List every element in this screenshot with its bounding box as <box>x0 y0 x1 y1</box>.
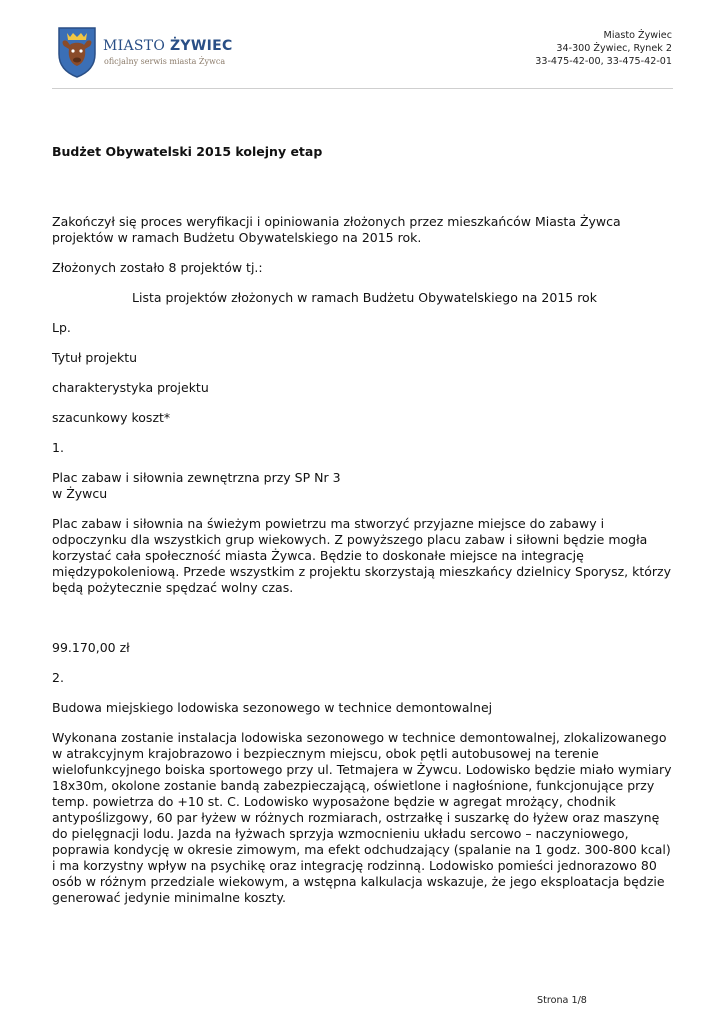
city-logo[interactable] <box>57 26 233 82</box>
logo-city-bold-text: ŻYWIEC <box>169 38 233 54</box>
page-number: Strona 1/8 <box>537 995 587 1006</box>
count-paragraph: Złożonych zostało 8 projektów tj.: <box>52 260 263 275</box>
project-number: 2. <box>52 670 64 685</box>
logo-city-text: MIASTO <box>103 38 166 54</box>
project-number: 1. <box>52 440 64 455</box>
project-description: Plac zabaw i siłownia na świeżym powietrzu ma stworzyć przyjazne miejsce do zabawy i odpoczynku dla wszystkich grup wiekowych. Z powyższego placu zabaw i siłowni będzie mogła korzystać cała społeczność miasta Żywca. Będzie to doskonałe miejsce na integrację międzypokoleniową. Przede wszystkim z projektu skorzystają mieszkańcy dzielnicy Sporysz, którzy będą pożytecznie spędzać wolny czas. <box>52 516 671 595</box>
column-header-cost: szacunkowy koszt* <box>52 410 171 425</box>
project-title: Budowa miejskiego lodowiska sezonowego w technice demontowalnej <box>52 700 493 715</box>
list-heading: Lista projektów złożonych w ramach Budżetu Obywatelskiego na 2015 rok <box>132 290 597 305</box>
column-header-title: Tytuł projektu <box>52 350 138 365</box>
coat-of-arms-icon <box>57 26 97 78</box>
column-header-description: charakterystyka projektu <box>52 380 209 395</box>
project-title-line: w Żywcu <box>52 486 108 501</box>
header-divider <box>52 88 673 89</box>
address-line: Miasto Żywiec <box>603 30 672 41</box>
logo-wordmark <box>103 38 233 54</box>
address-line: 34-300 Żywiec, Rynek 2 <box>556 43 672 54</box>
project-title-line: Plac zabaw i siłownia zewnętrzna przy SP Nr 3 <box>52 470 341 485</box>
address-block <box>535 29 672 68</box>
project-cost: 99.170,00 zł <box>52 640 130 655</box>
project-description: Wykonana zostanie instalacja lodowiska sezonowego w technice demontowalnej, zlokalizowanego w atrakcyjnym krajobrazowo i bezpiecznym miejscu, obok pętli autobusowej na terenie wielofunkcyjnego boiska sportowego przy ul. Tetmajera w Żywcu. Lodowisko będzie miało wymiary 18x30m, okolone zostanie bandą zabezpieczającą, oświetlone i nagłośnione, funkcjonujące przy temp. powietrza do +10 st. C. Lodowisko wyposażone będzie w agregat mrożący, chodnik antypoślizgowy, 60 par łyżew w różnych rozmiarach, ostrzałkę i suszarkę do łyżew oraz maszynę do pielęgnacji lodu. Jazda na łyżwach sprzyja wzmocnieniu układu sercowo – naczyniowego, poprawia kondycję w okresie zimowym, ma efekt odchudzający (spalanie na 1 godz. 300-800 kcal) i ma korzystny wpływ na psychikę oraz integrację rodzinną. Lodowisko pomieści jednorazowo 80 osób w różnym przedziale wiekowym, a wstępna kalkulacja wskazuje, że jego eksploatacja będzie generować jedynie minimalne koszty. <box>52 730 672 905</box>
document-body <box>52 144 677 906</box>
document-title: Budżet Obywatelski 2015 kolejny etap <box>52 144 323 159</box>
intro-paragraph: Zakończył się proces weryfikacji i opiniowania złożonych przez mieszkańców Miasta Żywca projektów w ramach Budżetu Obywatelskiego na 2015 rok. <box>52 214 621 245</box>
logo-tagline: oficjalny serwis miasta Żywca <box>104 57 226 66</box>
project-title <box>52 470 677 502</box>
column-header-lp: Lp. <box>52 320 71 335</box>
address-line: 33-475-42-00, 33-475-42-01 <box>535 56 672 67</box>
